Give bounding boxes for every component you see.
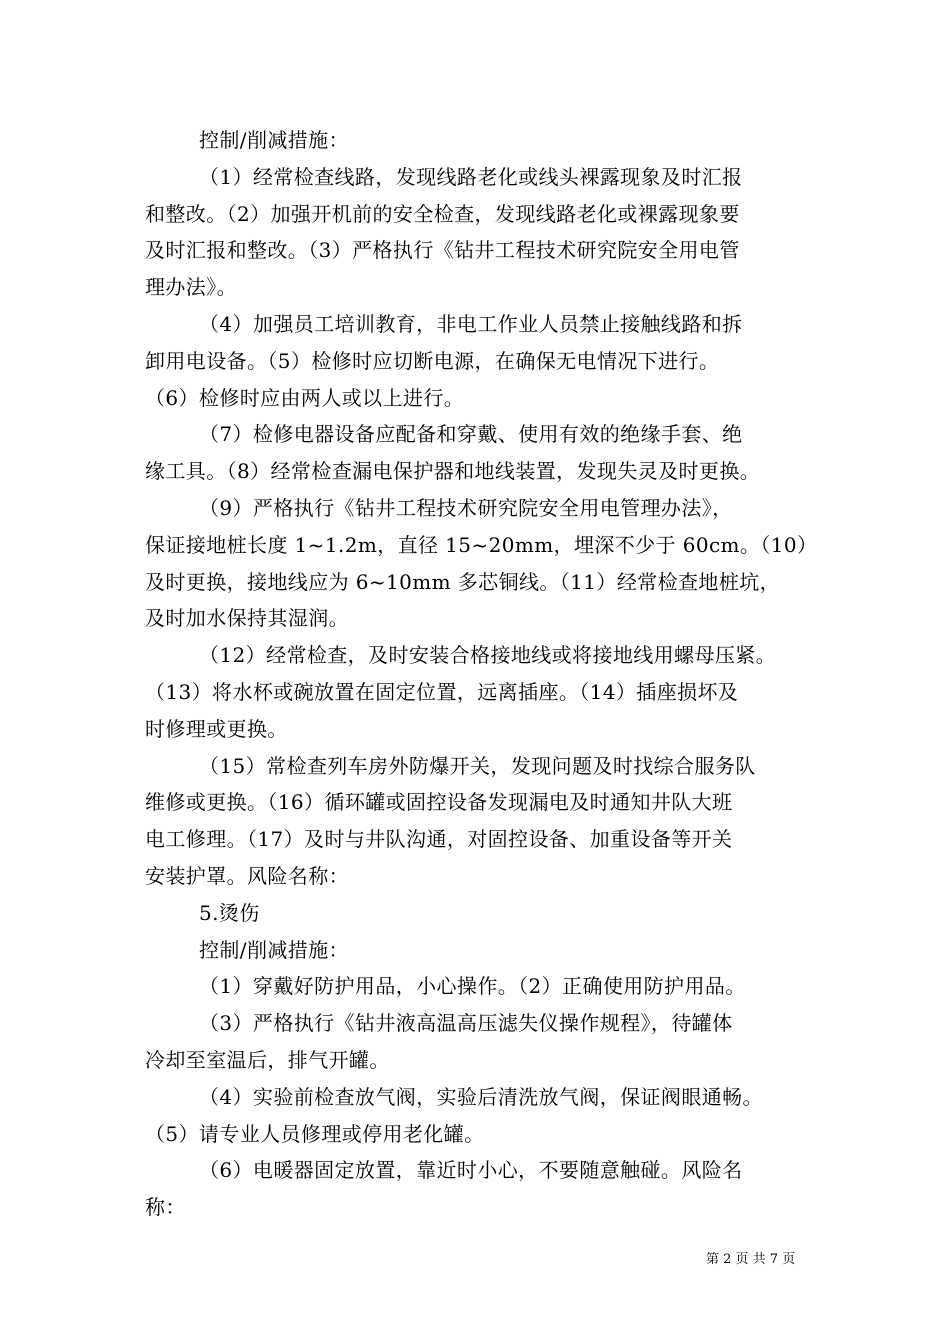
text-line: 安装护罩。风险名称： xyxy=(145,863,349,888)
text-line: （7）检修电器设备应配备和穿戴、使用有效的绝缘手套、绝 xyxy=(199,422,743,447)
text-line: 冷却至室温后，排气开罐。 xyxy=(145,1047,390,1072)
text-line: （12）经常检查，及时安装合格接地线或将接地线用螺母压紧。 xyxy=(199,643,777,668)
document-body xyxy=(145,122,825,1226)
text-line: （4）实验前检查放气阀，实验后清洗放气阀，保证阀眼通畅。 xyxy=(199,1084,763,1109)
text-line: 维修或更换。（16）循环罐或固控设备发现漏电及时通知井队大班 xyxy=(145,790,733,815)
page-number-footer: 第 2 页 共 7 页 xyxy=(706,1252,796,1267)
text-line: 电工修理。（17）及时与井队沟通，对固控设备、加重设备等开关 xyxy=(145,827,733,852)
text-line: 缘工具。（8）经常检查漏电保护器和地线装置，发现失灵及时更换。 xyxy=(145,459,761,484)
text-line: （9）严格执行《钻井工程技术研究院安全用电管理办法》， xyxy=(199,495,733,520)
text-line: 及时更换，接地线应为 6~10mm 多芯铜线。（11）经常检查地桩坑， xyxy=(145,569,781,594)
text-line: 保证接地桩长度 1~1.2m，直径 15~20mm，埋深不少于 60cm。（10） xyxy=(145,532,818,557)
text-line: 理办法》。 xyxy=(145,275,237,300)
text-line: （15）常检查列车房外防爆开关，发现问题及时找综合服务队 xyxy=(199,753,756,778)
text-line: （6）电暖器固定放置，靠近时小心，不要随意触碰。风险名 xyxy=(199,1158,743,1183)
text-line: （1）经常检查线路，发现线路老化或线头裸露现象及时汇报 xyxy=(199,164,743,189)
text-line: （1）穿戴好防护用品，小心操作。（2）正确使用防护用品。 xyxy=(199,974,746,999)
text-line: 控制/削减措施： xyxy=(199,128,349,152)
text-line: （3）严格执行《钻井液高温高压滤失仪操作规程》，待罐体 xyxy=(199,1011,733,1036)
text-line: 控制/削减措施： xyxy=(199,937,349,962)
text-line: 卸用电设备。（5）检修时应切断电源，在确保无电情况下进行。 xyxy=(145,348,720,373)
text-line: （5）请专业人员修理或停用老化罐。 xyxy=(145,1121,485,1146)
text-line: （13）将水杯或碗放置在固定位置，远离插座。（14）插座损坏及 xyxy=(145,679,739,704)
text-line: 时修理或更换。 xyxy=(145,716,288,741)
text-line: 及时加水保持其湿润。 xyxy=(145,606,349,631)
text-line: 和整改。（2）加强开机前的安全检查，发现线路老化或裸露现象要 xyxy=(145,201,740,226)
text-line: 及时汇报和整改。（3）严格执行《钻井工程技术研究院安全用电管 xyxy=(145,238,740,263)
text-line: 称： xyxy=(145,1195,186,1220)
text-line: （4）加强员工培训教育，非电工作业人员禁止接触线路和拆 xyxy=(199,311,743,336)
text-line: 5.烫伤 xyxy=(199,900,260,925)
text-line: （6）检修时应由两人或以上进行。 xyxy=(145,385,465,410)
